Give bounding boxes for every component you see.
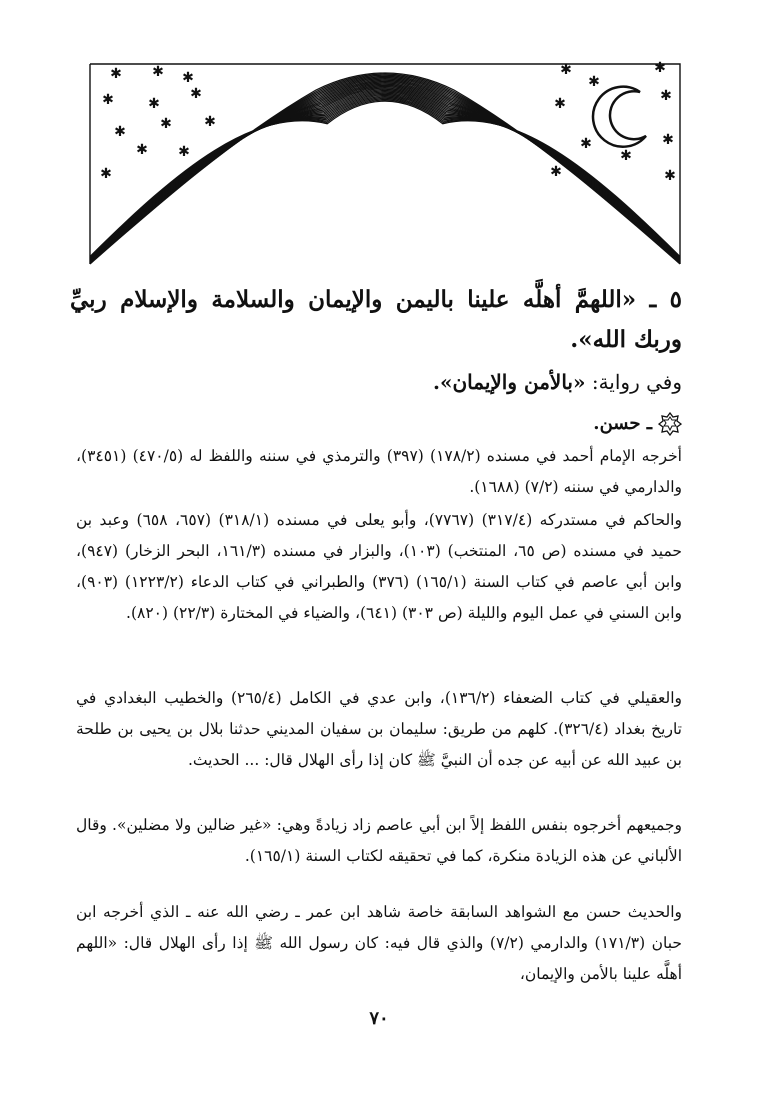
variant-text: «بالأمن والإيمان». — [433, 370, 586, 394]
hadith-grade — [300, 408, 682, 440]
page-number: ٧٠ — [369, 1008, 389, 1029]
star-icon: ✱ — [554, 96, 566, 112]
star-icon: ✱ — [148, 96, 160, 112]
star-icon: ✱ — [152, 64, 164, 80]
drape-line — [90, 88, 680, 260]
variant-narration — [90, 366, 682, 398]
drape-line — [90, 75, 680, 263]
paragraph-1: أخرجه الإمام أحمد في مسنده (١٧٨/٢) (٣٩٧) والترمذي في سننه واللفظ له (٤٧٠/٥) (٣٤٥١)، والدارمي في سننه (٧/٢) (١٦٨٨). — [76, 447, 682, 496]
star-icon: ✱ — [660, 88, 672, 104]
octagon-star-icon — [658, 412, 682, 436]
star-icon: ✱ — [620, 148, 632, 164]
star-icon: ✱ — [102, 92, 114, 108]
star-icon: ✱ — [654, 60, 666, 76]
star-icon: ✱ — [204, 114, 216, 130]
drape-line — [90, 79, 680, 263]
drape-line — [90, 83, 680, 261]
drape-line — [90, 89, 680, 260]
star-icon: ✱ — [110, 66, 122, 82]
grade-label: ـ حسن. — [593, 413, 652, 434]
drape-line — [90, 99, 680, 257]
paragraph-2: والحاكم في مستدركه (٣١٧/٤) (٧٧٦٧)، وأبو يعلى في مسنده (٣١٨/١) (٦٥٧، ٦٥٨) وعبد بن حميد في مسنده (ص ٦٥، المنتخب) (١٠٣)، والبزار في مسنده (١٦١/٣، البحر الزخار) (٩٤٧)، وابن أبي عاصم في كتاب السنة (١٦٥/١) (٣٧٦) والطبراني في كتاب الدعاء (١٢٢٣/٢) (٩٠٣)، وابن السني في عمل اليوم والليلة (ص ٣٠٣) (٦٤١)، والضياء في المختارة (٢٢/٣) (٨٢٠). — [76, 511, 682, 622]
drape-line — [90, 87, 680, 261]
crescent-moon-icon — [593, 87, 646, 147]
paragraph-4: وجميعهم أخرجوه بنفس اللفظ إلاً ابن أبي عاصم زاد زيادةً وهي: «غير ضالين ولا مضلين». وقال الألباني عن هذه الزيادة منكرة، كما في تحقيقه لكتاب السنة (١٦٥/١). — [76, 816, 682, 865]
star-icon: ✱ — [136, 142, 148, 158]
paragraph-3: والعقيلي في كتاب الضعفاء (١٣٦/٢)، وابن عدي في الكامل (٢٦٥/٤) والخطيب البغدادي في تاريخ بغداد (٣٢٦/٤). كلهم من طريق: سليمان بن سفيان المديني حدثنا بلال بن يحيى بن طلحة بن عبيد الله عن أبيه عن جده أن النبيَّ ﷺ كان إذا رأى الهلال قال: ... الحديث. — [76, 689, 682, 769]
hadith-text: ٥ ـ «اللهمَّ أهلَّه علينا باليمن والإيمان والسلامة والإسلام ربيِّ وربك الله». — [70, 286, 682, 353]
paragraph-5: والحديث حسن مع الشواهد السابقة خاصة شاهد ابن عمر ـ رضي الله عنه ـ الذي أخرجه ابن حبان (١٧١/٣) والدارمي (٧/٢) والذي قال فيه: كان رسول الله ﷺ إذا رأى الهلال قال: «اللهم أهلَّه علينا بالأمن والإيمان، — [76, 903, 682, 983]
star-icon: ✱ — [580, 136, 592, 152]
star-icon: ✱ — [190, 86, 202, 102]
star-icon: ✱ — [114, 124, 126, 140]
star-icon: ✱ — [588, 74, 600, 90]
drape-line — [90, 82, 680, 262]
star-icon: ✱ — [664, 168, 676, 184]
drape-line — [90, 74, 680, 264]
drape-line — [90, 84, 680, 261]
drape-line — [90, 81, 680, 262]
drape-line — [90, 91, 680, 259]
star-icon: ✱ — [178, 144, 190, 160]
star-icon: ✱ — [160, 116, 172, 132]
star-icon: ✱ — [662, 132, 674, 148]
drape-line — [90, 78, 680, 263]
star-icon: ✱ — [550, 164, 562, 180]
drape-line — [90, 90, 680, 260]
header-banner-illustration — [86, 56, 684, 268]
drape-line — [90, 76, 680, 263]
curtain-drape — [90, 73, 680, 264]
star-icon: ✱ — [560, 62, 572, 78]
star-icon: ✱ — [182, 70, 194, 86]
star-icon: ✱ — [100, 166, 112, 182]
drape-line — [90, 80, 680, 262]
drape-line — [90, 85, 680, 260]
variant-prefix: وفي رواية: — [585, 370, 682, 394]
